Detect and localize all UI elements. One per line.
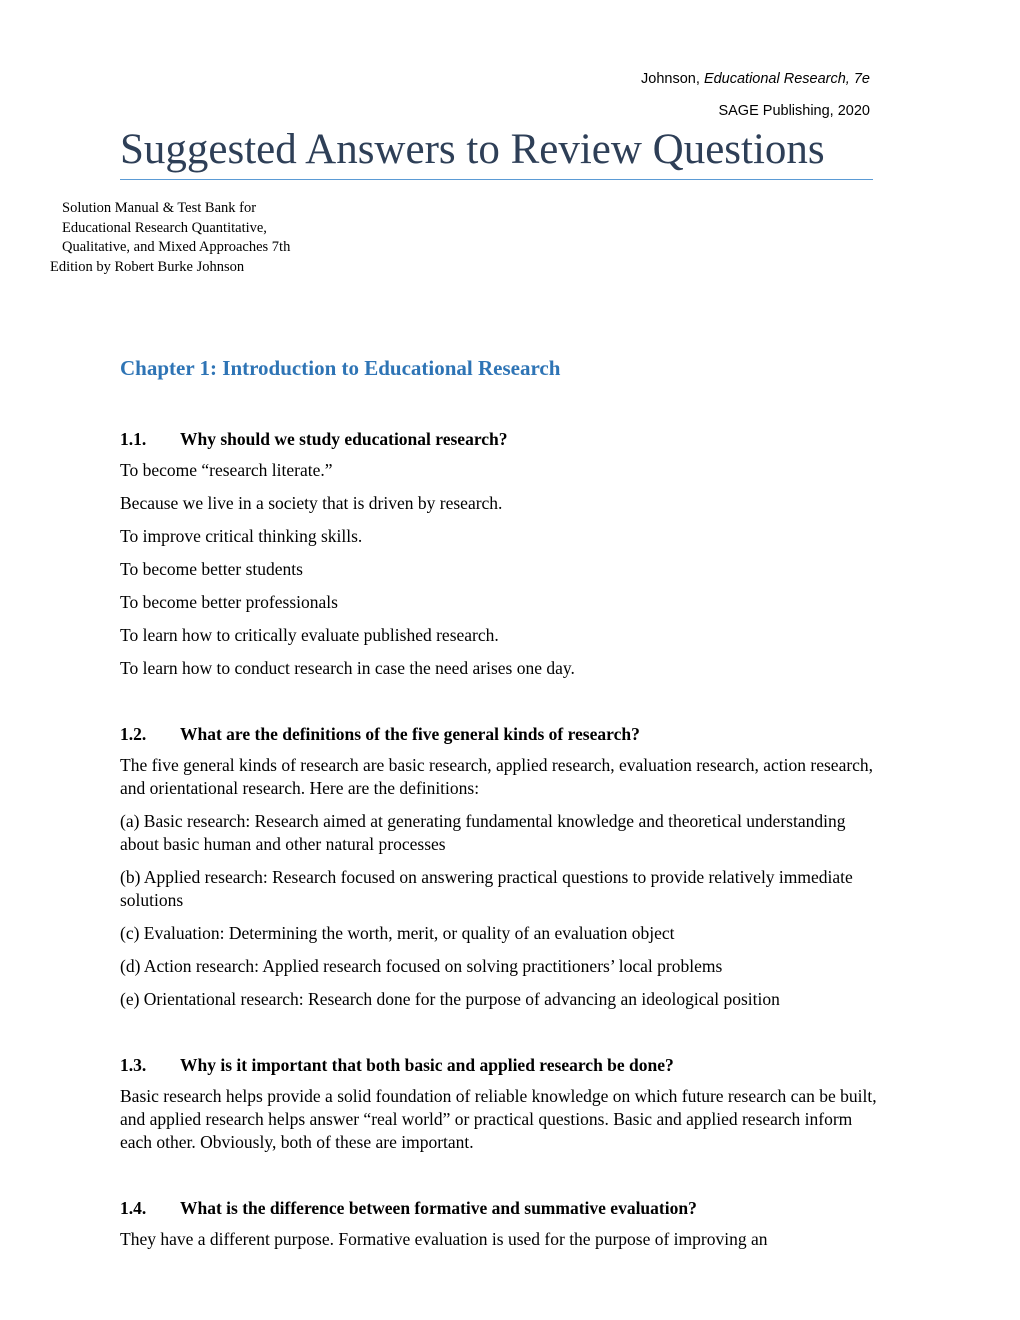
- question-heading: [120, 723, 880, 745]
- running-header-author: [641, 71, 870, 87]
- answer-paragraph: They have a different purpose. Formative evaluation is used for the purpose of improving an: [120, 1229, 768, 1249]
- question-text: What are the definitions of the five general kinds of research?: [180, 724, 640, 744]
- main-content: [120, 354, 880, 1261]
- answer-paragraph: (c) Evaluation: Determining the worth, merit, or quality of an evaluation object: [120, 923, 675, 943]
- chapter-heading: Chapter 1: Introduction to Educational Research: [120, 356, 561, 380]
- answer-paragraph: (a) Basic research: Research aimed at generating fundamental knowledge and theoretical understanding about basic human and other natural processes: [120, 811, 846, 854]
- solution-manual-note: [50, 199, 350, 277]
- question-heading: [120, 1197, 880, 1219]
- answer-paragraph: (d) Action research: Applied research focused on solving practitioners’ local problems: [120, 956, 723, 976]
- question-number: 1.4.: [120, 1198, 147, 1218]
- note-line: Qualitative, and Mixed Approaches 7th: [62, 239, 291, 255]
- answer-paragraph: To learn how to conduct research in case the need arises one day.: [120, 658, 575, 678]
- answer-paragraph: To improve critical thinking skills.: [120, 526, 363, 546]
- answer-paragraph: Basic research helps provide a solid foundation of reliable knowledge on which future research can be built, and applied research helps answer “real world” or practical questions. Basic and applied research inform each other. Obviously, both of these are important.: [120, 1086, 877, 1152]
- running-header-publisher: SAGE Publishing, 2020: [718, 103, 870, 119]
- question-heading: [120, 1054, 880, 1076]
- note-line: Solution Manual & Test Bank for: [62, 200, 257, 216]
- note-line: Educational Research Quantitative,: [62, 219, 267, 236]
- question-number: 1.1.: [120, 429, 147, 449]
- answer-paragraph: (b) Applied research: Research focused on answering practical questions to provide relatively immediate solutions: [120, 867, 853, 910]
- question-text: Why is it important that both basic and applied research be done?: [180, 1055, 674, 1075]
- question-number: 1.3.: [120, 1055, 147, 1075]
- answer-paragraph: To become better professionals: [120, 592, 338, 612]
- question-number: 1.2.: [120, 724, 147, 744]
- answer-paragraph: To learn how to critically evaluate published research.: [120, 625, 499, 645]
- question-text: Why should we study educational research?: [180, 429, 508, 449]
- question-heading: [120, 428, 880, 450]
- answer-paragraph: To become better students: [120, 559, 303, 579]
- answer-paragraph: The five general kinds of research are basic research, applied research, evaluation research, action research, and orientational research. Here are the definitions:: [120, 755, 874, 798]
- document-title: Suggested Answers to Review Questions: [120, 124, 873, 180]
- note-line: Edition by Robert Burke Johnson: [50, 258, 245, 275]
- answer-paragraph: To become “research literate.”: [120, 460, 333, 480]
- answer-paragraph: (e) Orientational research: Research done for the purpose of advancing an ideological position: [120, 989, 780, 1009]
- book-title: Educational Research, 7e: [703, 71, 870, 87]
- answer-paragraph: Because we live in a society that is driven by research.: [120, 493, 503, 513]
- author-name: Johnson,: [641, 71, 704, 87]
- question-text: What is the difference between formative and summative evaluation?: [180, 1198, 697, 1218]
